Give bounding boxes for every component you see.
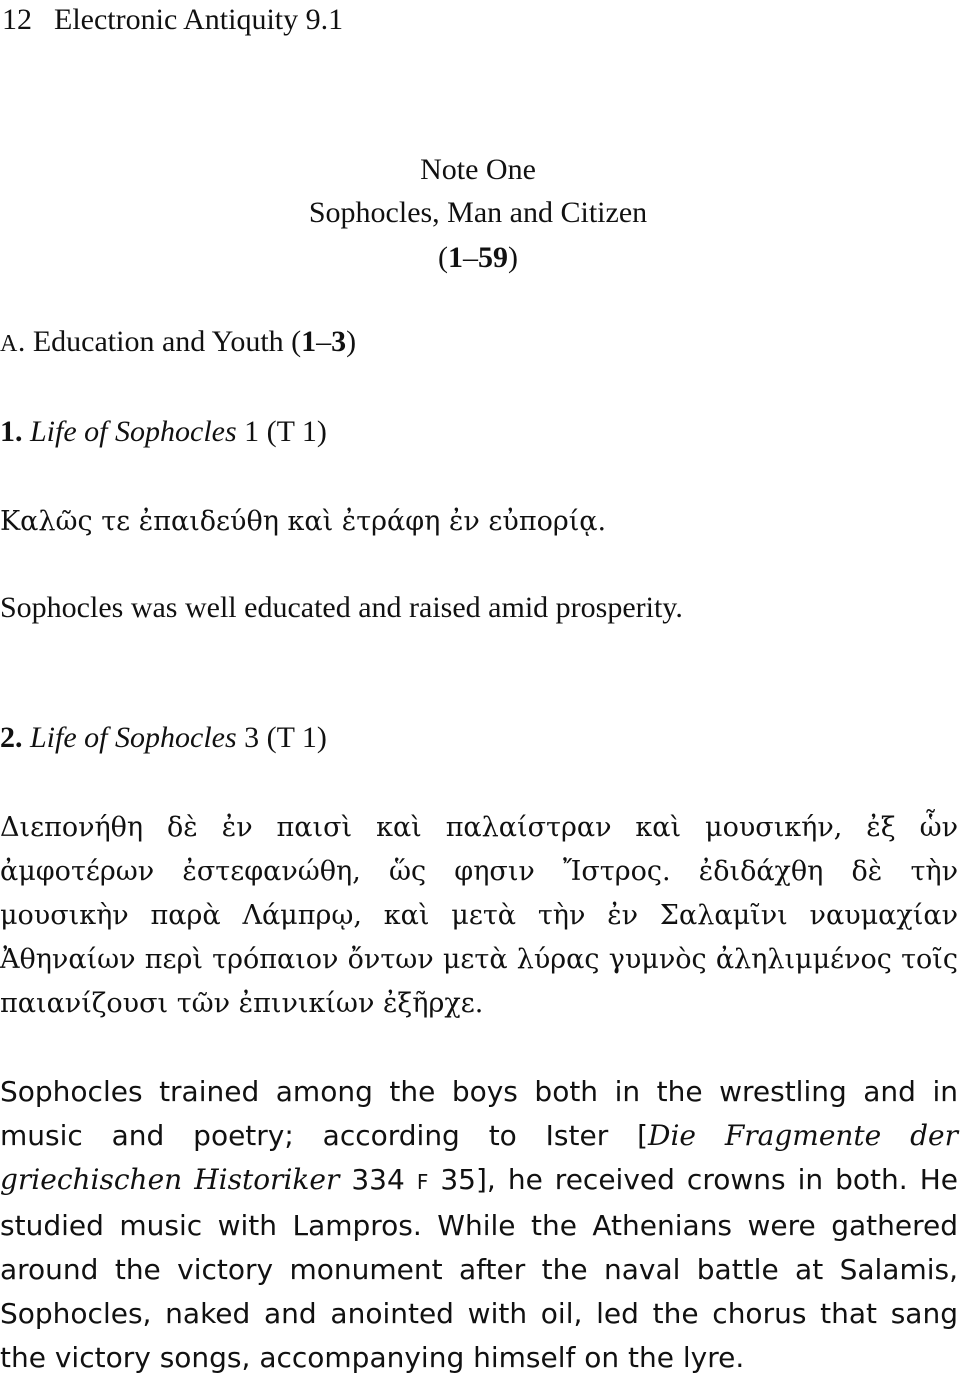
item-2-english-post: 35], he received crowns in both. He studied music with Lampros. While the Athenians were gathered around the victory monument after the naval battle at Salamis, Sophocles, naked and anointed with oil, led the chorus that sang the victory songs, accompanying himself on the lyre.	[0, 1163, 958, 1374]
item-2-english-f: F	[416, 1170, 429, 1194]
chapter-range	[0, 236, 958, 279]
item-2-number: 2.	[0, 721, 23, 754]
running-head	[2, 0, 343, 40]
item-2-source: Life of Sophocles	[30, 721, 237, 754]
section-close: )	[346, 325, 357, 358]
item-1-ref: 1 (T 1)	[236, 415, 327, 448]
item-2-heading	[0, 718, 327, 758]
chapter-title: Sophocles, Man and Citizen	[308, 196, 648, 229]
item-1-heading	[0, 412, 327, 452]
section-label: . Education and Youth (	[17, 325, 302, 358]
item-1-source: Life of Sophocles	[30, 415, 237, 448]
range-dash: –	[463, 241, 478, 274]
item-2-greek-main: Διεπονήθη δὲ ἐν παισὶ καὶ παλαίστραν καὶ μουσικήν, ἐξ ὧν ἀμφοτέρων ἐστεφανώθη, ὥς φησιν Ἴστρος. ἐδιδάχθη δὲ τὴν μουσικὴν παρὰ Λάμπρῳ, καὶ μετὰ τὴν ἐν Σαλαμῖνι ναυμαχίαν Ἀθηναίων περὶ τρόπαιον ὄντων μετὰ λύρας γυμνὸς	[0, 812, 958, 975]
section-end: 3	[331, 325, 347, 358]
journal-title: Electronic Antiquity 9.1	[54, 3, 344, 36]
range-end: 59	[478, 241, 508, 274]
item-1-english: Sophocles was well educated and raised amid prosperity.	[0, 591, 683, 624]
item-2-english-pre: Sophocles trained among the boys both in the wrestling and in music and poetry; according to Ister [	[0, 1075, 958, 1152]
item-1-number: 1.	[0, 415, 23, 448]
range-start: 1	[448, 241, 463, 274]
item-2-greek	[0, 806, 958, 1026]
item-2-greek-last: ἀληλιμμένος τοῖς παιανίζουσι τῶν ἐπινικίων ἐξῆρχε.	[0, 944, 958, 1019]
item-2-english-num: 334	[339, 1163, 417, 1196]
section-heading	[0, 322, 356, 364]
section-start: 1	[301, 325, 317, 358]
range-close: )	[508, 241, 518, 274]
item-2-english-work: Die Fragmente der griechischen Historiker	[0, 1119, 958, 1196]
section-letter: A	[0, 331, 18, 357]
section-dash: –	[316, 325, 332, 358]
item-2-english	[0, 1070, 958, 1380]
item-2-ref: 3 (T 1)	[236, 721, 327, 754]
range-open: (	[438, 241, 448, 274]
page-number: 12	[2, 3, 32, 36]
note-title: Note One	[420, 153, 536, 186]
item-1-greek: Καλῶς τε ἐπαιδεύθη καὶ ἐτράφη ἐν εὐπορίᾳ.	[0, 506, 607, 537]
